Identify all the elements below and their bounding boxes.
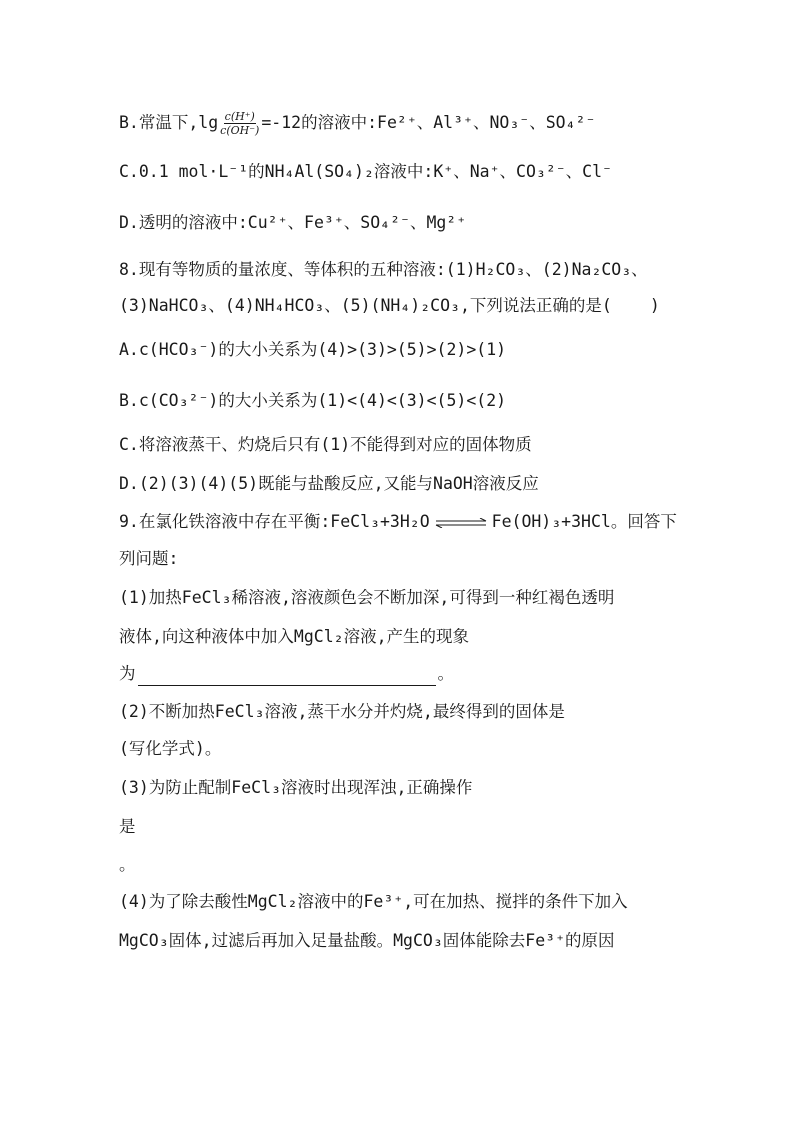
- part-1-answer-prefix: 为: [119, 664, 136, 683]
- option-b-suffix: =-12的溶液中:Fe²⁺、Al³⁺、NO₃⁻、SO₄²⁻: [261, 113, 596, 132]
- question-9-part-4-line-1: (4)为了除去酸性MgCl₂溶液中的Fe³⁺,可在加热、搅拌的条件下加入: [119, 892, 628, 911]
- part-1-answer-blank[interactable]: [138, 669, 436, 686]
- option-c-line: C.0.1 mol·L⁻¹的NH₄Al(SO₄)₂溶液中:K⁺、Na⁺、CO₃²⁻、Cl⁻: [119, 162, 612, 181]
- part-1-answer-period: 。: [437, 664, 454, 683]
- concentration-ratio-fraction: [220, 110, 259, 137]
- question-8-stem-line-1: 8.现有等物质的量浓度、等体积的五种溶液:(1)H₂CO₃、(2)Na₂CO₃、: [119, 260, 648, 279]
- question-9-part-4-line-2: MgCO₃固体,过滤后再加入足量盐酸。MgCO₃固体能除去Fe³⁺的原因: [119, 931, 615, 950]
- question-9-part-3-line-3: 。: [119, 855, 136, 874]
- question-9-stem-line-1: [119, 510, 677, 534]
- question-9-part-1-line-3: [119, 662, 454, 686]
- question-8-option-a: A.c(HCO₃⁻)的大小关系为(4)>(3)>(5)>(2)>(1): [119, 340, 507, 359]
- question-8-option-c: C.将溶液蒸干、灼烧后只有(1)不能得到对应的固体物质: [119, 435, 532, 454]
- question-8-stem-text: (3)NaHCO₃、(4)NH₄HCO₃、(5)(NH₄)₂CO₃,下列说法正确的是(: [119, 296, 612, 315]
- question-8-close-paren: ): [649, 296, 660, 315]
- question-9-part-2-line-2: (写化学式)。: [119, 739, 222, 758]
- question-9-part-3-line-1: (3)为防止配制FeCl₃溶液时出现浑浊,正确操作: [119, 778, 473, 797]
- equilibrium-right-side: Fe(OH)₃+3HCl。回答下: [491, 512, 677, 531]
- question-9-part-1-line-1: (1)加热FeCl₃稀溶液,溶液颜色会不断加深,可得到一种红褐色透明: [119, 588, 615, 607]
- fraction-numerator: c(H⁺): [224, 110, 255, 123]
- question-9-part-2-line-1: (2)不断加热FeCl₃溶液,蒸干水分并灼烧,最终得到的固体是: [119, 702, 565, 721]
- option-d-line: D.透明的溶液中:Cu²⁺、Fe³⁺、SO₄²⁻、Mg²⁺: [119, 213, 467, 232]
- question-8-option-b: B.c(CO₃²⁻)的大小关系为(1)<(4)<(3)<(5)<(2): [119, 391, 507, 410]
- question-9-part-3-line-2: 是: [119, 817, 136, 836]
- question-8-stem-line-2: [119, 294, 660, 318]
- equilibrium-arrow-icon: [435, 518, 487, 528]
- option-b-line: [119, 110, 595, 137]
- equilibrium-left-side: 9.在氯化铁溶液中存在平衡:FeCl₃+3H₂O: [119, 512, 430, 531]
- fraction-denominator: c(OH⁻): [220, 124, 260, 137]
- question-8-option-d: D.(2)(3)(4)(5)既能与盐酸反应,又能与NaOH溶液反应: [119, 474, 539, 493]
- question-9-part-1-line-2: 液体,向这种液体中加入MgCl₂溶液,产生的现象: [119, 627, 470, 646]
- question-9-stem-line-2: 列问题:: [119, 549, 179, 568]
- option-b-prefix: B.常温下,lg: [119, 113, 219, 132]
